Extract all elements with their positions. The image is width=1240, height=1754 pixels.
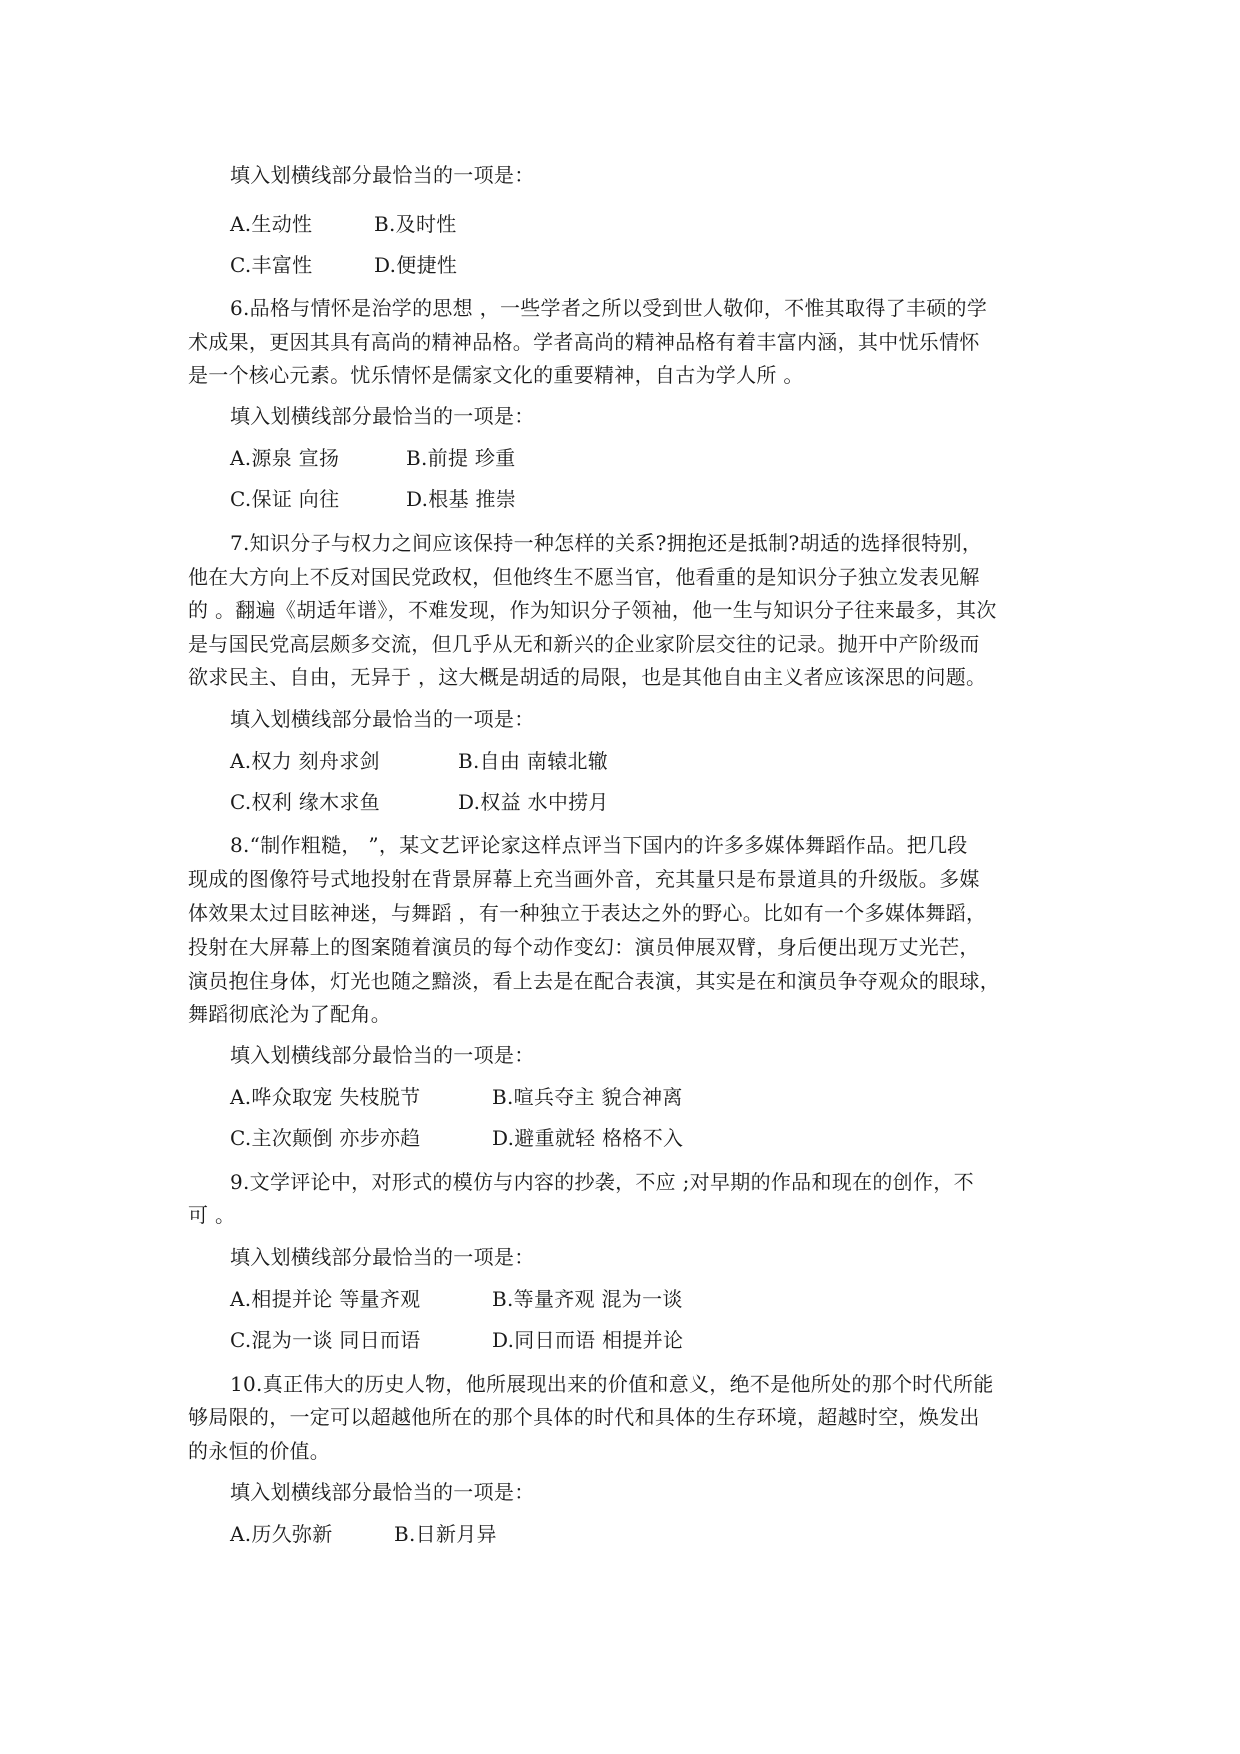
q7-prompt: 填入划横线部分最恰当的一项是：	[230, 707, 535, 731]
q7-stem-line-5: 欲求民主、自由，无异于 ，这大概是胡适的局限，也是其他自由主义者应该深思的问题。	[188, 665, 987, 689]
q6-stem-line-1: 6.品格与情怀是治学的思想 ，一些学者之所以受到世人敬仰，不惟其取得了丰硕的学	[230, 296, 988, 320]
q7-option-b: B.自由 南辕北辙	[458, 749, 609, 773]
q8-stem-line-3: 体效果太过目眩神迷，与舞蹈 ，有一种独立于表达之外的野心。比如有一个多媒体舞蹈，	[188, 901, 987, 925]
q7-option-a: A.权力 刻舟求剑	[230, 749, 380, 773]
q8-option-d: D.避重就轻 格格不入	[492, 1126, 684, 1150]
q9-prompt: 填入划横线部分最恰当的一项是：	[230, 1245, 535, 1269]
q5-option-b: B.及时性	[374, 212, 457, 236]
q7-option-c: C.权利 缘木求鱼	[230, 790, 381, 814]
q7-stem-line-3: 的 。翻遍《胡适年谱》，不难发现，作为知识分子领袖，他一生与知识分子往来最多，其次	[188, 598, 997, 622]
q6-option-d: D.根基 推崇	[406, 487, 517, 511]
q10-option-b: B.日新月异	[394, 1522, 497, 1546]
q8-option-a: A.哗众取宠 失枝脱节	[230, 1085, 421, 1109]
q6-stem-line-2: 术成果，更因其具有高尚的精神品格。学者高尚的精神品格有着丰富内涵，其中忧乐情怀	[188, 330, 980, 354]
q6-option-c: C.保证 向往	[230, 487, 340, 511]
q8-prompt: 填入划横线部分最恰当的一项是：	[230, 1043, 535, 1067]
q8-stem-line-2: 现成的图像符号式地投射在背景屏幕上充当画外音，充其量只是布景道具的升级版。多媒	[188, 867, 980, 891]
q6-prompt: 填入划横线部分最恰当的一项是：	[230, 404, 535, 428]
q7-option-d: D.权益 水中捞月	[458, 790, 609, 814]
q9-option-c: C.混为一谈 同日而语	[230, 1328, 421, 1352]
q5-option-a: A.生动性	[230, 212, 313, 236]
q7-stem-line-4: 是与国民党高层颇多交流，但几乎从无和新兴的企业家阶层交往的记录。抛开中产阶级而	[188, 632, 980, 656]
q9-option-b: B.等量齐观 混为一谈	[492, 1287, 683, 1311]
q5-option-d: D.便捷性	[374, 253, 458, 277]
q8-stem-line-1: 8.“制作粗糙， ”，某文艺评论家这样点评当下国内的许多多媒体舞蹈作品。把几段	[230, 833, 968, 857]
q8-option-c: C.主次颠倒 亦步亦趋	[230, 1126, 421, 1150]
q6-option-b: B.前提 珍重	[406, 446, 516, 470]
q10-stem-line-1: 10.真正伟大的历史人物，他所展现出来的价值和意义，绝不是他所处的那个时代所能	[230, 1372, 994, 1396]
q5-prompt: 填入划横线部分最恰当的一项是：	[230, 163, 535, 187]
q6-option-a: A.源泉 宣扬	[230, 446, 340, 470]
q8-option-b: B.喧兵夺主 貌合神离	[492, 1085, 683, 1109]
q7-stem-line-1: 7.知识分子与权力之间应该保持一种怎样的关系?拥抱还是抵制?胡适的选择很特别，	[230, 531, 983, 555]
q10-prompt: 填入划横线部分最恰当的一项是：	[230, 1480, 535, 1504]
q9-option-a: A.相提并论 等量齐观	[230, 1287, 421, 1311]
q7-stem-line-2: 他在大方向上不反对国民党政权，但他终生不愿当官，他看重的是知识分子独立发表见解	[188, 565, 980, 589]
q10-stem-line-2: 够局限的，一定可以超越他所在的那个具体的时代和具体的生存环境，超越时空，焕发出	[188, 1405, 980, 1429]
q10-option-a: A.历久弥新	[230, 1522, 333, 1546]
q8-stem-line-6: 舞蹈彻底沦为了配角。	[188, 1002, 391, 1026]
q6-stem-line-3: 是一个核心元素。忧乐情怀是儒家文化的重要精神，自古为学人所 。	[188, 363, 804, 387]
q9-option-d: D.同日而语 相提并论	[492, 1328, 684, 1352]
q10-stem-line-3: 的永恒的价值。	[188, 1439, 331, 1463]
q8-stem-line-5: 演员抱住身体，灯光也随之黯淡，看上去是在配合表演，其实是在和演员争夺观众的眼球，	[188, 969, 1000, 993]
q9-stem-line-1: 9.文学评论中，对形式的模仿与内容的抄袭，不应 ;对早期的作品和现在的创作，不	[230, 1170, 974, 1194]
q5-option-c: C.丰富性	[230, 253, 313, 277]
q9-stem-line-2: 可 。	[188, 1203, 236, 1227]
q8-stem-line-4: 投射在大屏幕上的图案随着演员的每个动作变幻：演员伸展双臂，身后便出现万丈光芒，	[188, 935, 980, 959]
